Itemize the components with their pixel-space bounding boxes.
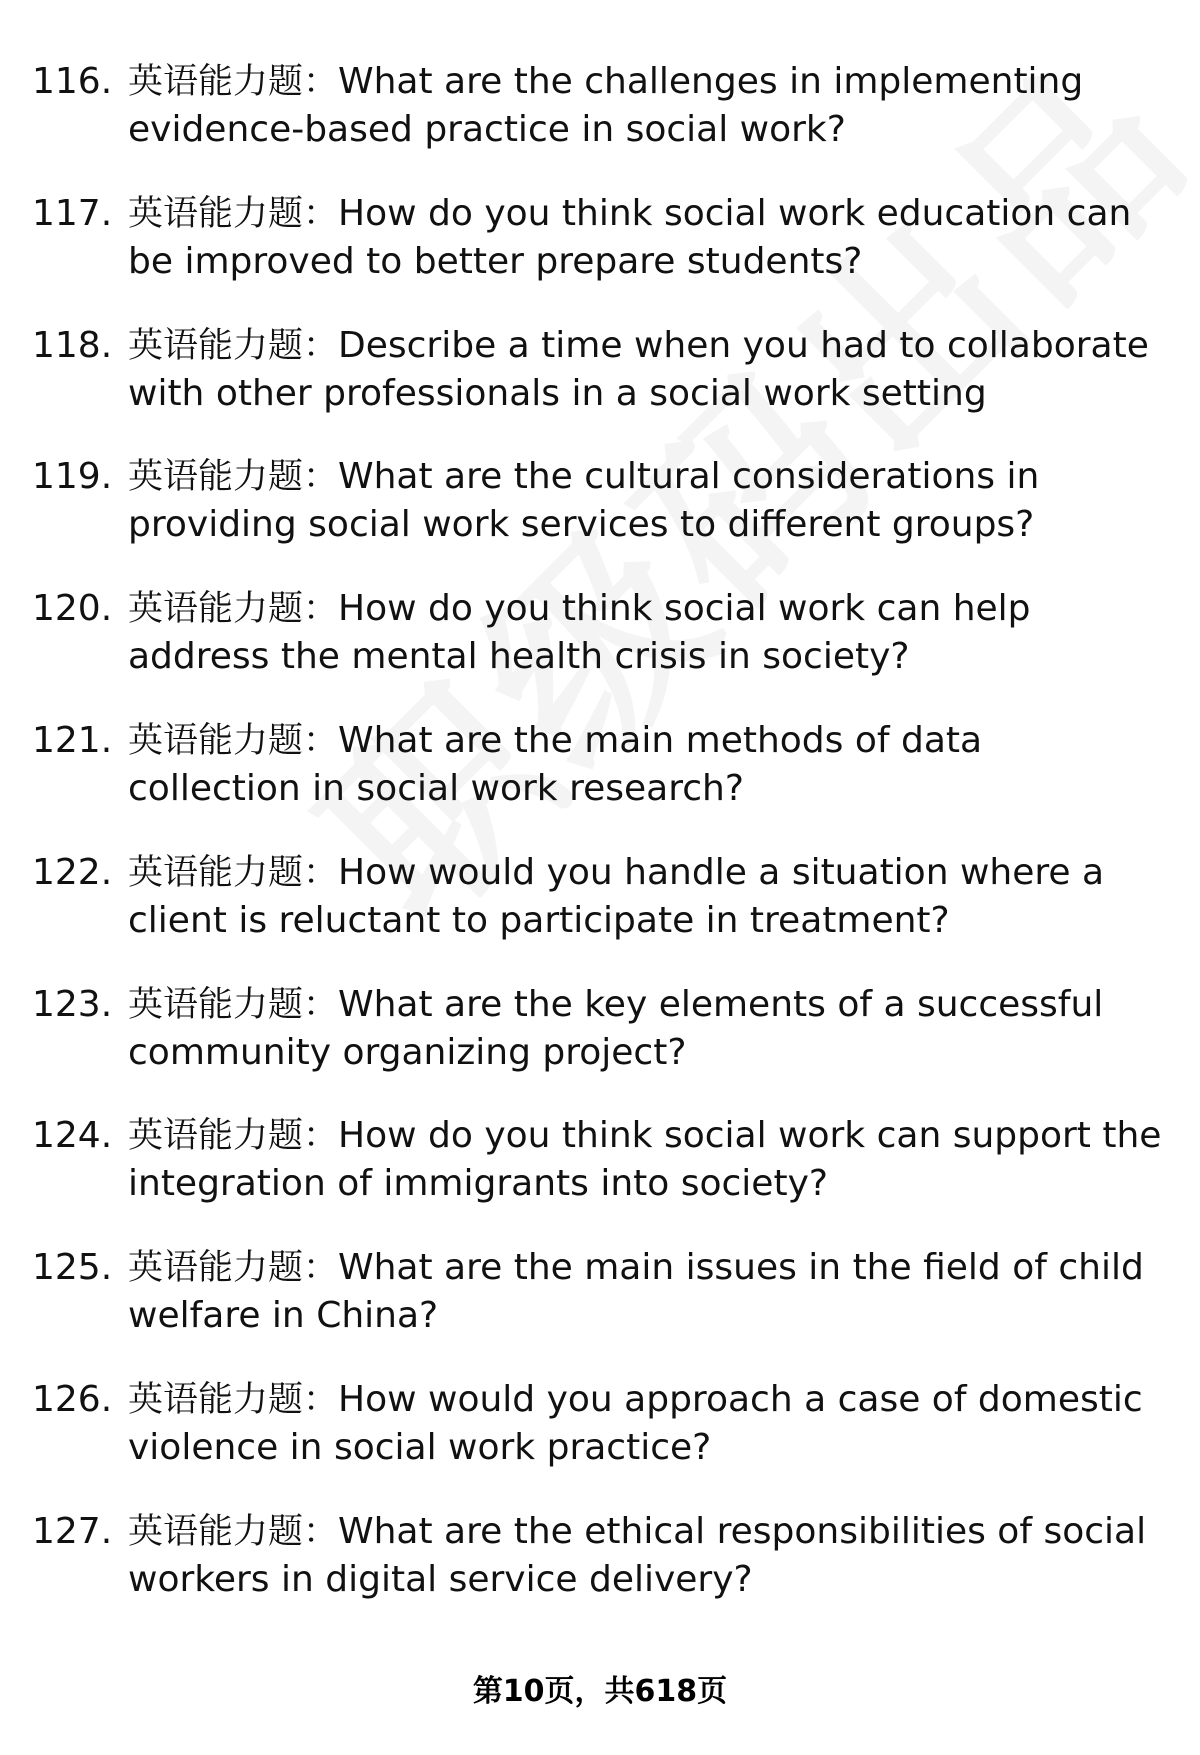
question-prefix: 英语能力题： — [128, 852, 339, 893]
question-item — [0, 58, 1200, 190]
question-number: 124. — [32, 1115, 113, 1157]
question-text — [128, 1376, 1163, 1472]
question-item — [0, 717, 1200, 849]
question-text — [128, 849, 1163, 945]
question-number: 120. — [32, 588, 113, 630]
question-prefix: 英语能力题： — [128, 1511, 339, 1552]
question-body: How would you approach a case of domestic violence in social work practice? — [128, 1378, 1143, 1468]
question-text — [128, 190, 1163, 286]
question-number: 127. — [32, 1510, 113, 1552]
question-body: How do you think social work can help address the mental health crisis in society? — [128, 588, 1031, 678]
question-prefix: 英语能力题： — [128, 325, 339, 366]
question-prefix: 英语能力题： — [128, 984, 339, 1025]
question-text — [128, 58, 1163, 154]
question-number: 123. — [32, 983, 113, 1025]
question-item — [0, 453, 1200, 585]
question-item — [0, 1112, 1200, 1244]
question-list — [0, 58, 1200, 1640]
question-number: 118. — [32, 324, 113, 366]
question-prefix: 英语能力题： — [128, 1116, 339, 1157]
question-number: 117. — [32, 192, 113, 234]
question-body: How do you think social work can support the integration of immigrants into society? — [128, 1115, 1162, 1205]
question-text — [128, 585, 1163, 681]
question-item — [0, 585, 1200, 717]
question-prefix: 英语能力题： — [128, 589, 339, 630]
question-number: 126. — [32, 1378, 113, 1420]
question-item — [0, 849, 1200, 981]
question-body: Describe a time when you had to collaborate with other professionals in a social work setting — [128, 324, 1149, 414]
question-prefix: 英语能力题： — [128, 1248, 339, 1289]
question-number: 116. — [32, 61, 113, 102]
question-body: What are the main issues in the field of child welfare in China? — [128, 1247, 1144, 1337]
question-item — [0, 1376, 1200, 1508]
question-text — [128, 1244, 1163, 1340]
question-text — [128, 1508, 1163, 1604]
question-prefix: 英语能力题： — [128, 193, 339, 234]
question-body: What are the key elements of a successful community organizing project? — [128, 983, 1104, 1073]
question-body: What are the challenges in implementing evidence-based practice in social work? — [128, 61, 1084, 150]
question-item — [0, 1508, 1200, 1640]
question-item — [0, 322, 1200, 454]
page-footer: 第10页，共618页 — [472, 1674, 728, 1709]
question-text — [128, 717, 1163, 813]
question-item — [0, 1244, 1200, 1376]
question-text — [128, 453, 1163, 549]
question-number: 121. — [32, 719, 113, 761]
question-item — [0, 190, 1200, 322]
question-number: 125. — [32, 1247, 113, 1289]
question-text — [128, 1112, 1163, 1208]
question-prefix: 英语能力题： — [128, 1379, 339, 1420]
question-number: 122. — [32, 851, 113, 893]
question-body: How do you think social work education can be improved to better prepare students? — [128, 192, 1132, 282]
question-body: How would you handle a situation where a client is reluctant to participate in treatment? — [128, 851, 1105, 941]
question-text — [128, 322, 1163, 418]
question-prefix: 英语能力题： — [128, 62, 339, 102]
question-item — [0, 981, 1200, 1113]
question-body: What are the cultural considerations in providing social work services to different groups? — [128, 456, 1040, 546]
question-text — [128, 981, 1163, 1077]
question-body: What are the main methods of data collection in social work research? — [128, 719, 983, 809]
question-prefix: 英语能力题： — [128, 457, 339, 498]
question-body: What are the ethical responsibilities of social workers in digital service delivery? — [128, 1510, 1147, 1600]
question-number: 119. — [32, 456, 113, 498]
question-prefix: 英语能力题： — [128, 720, 339, 761]
